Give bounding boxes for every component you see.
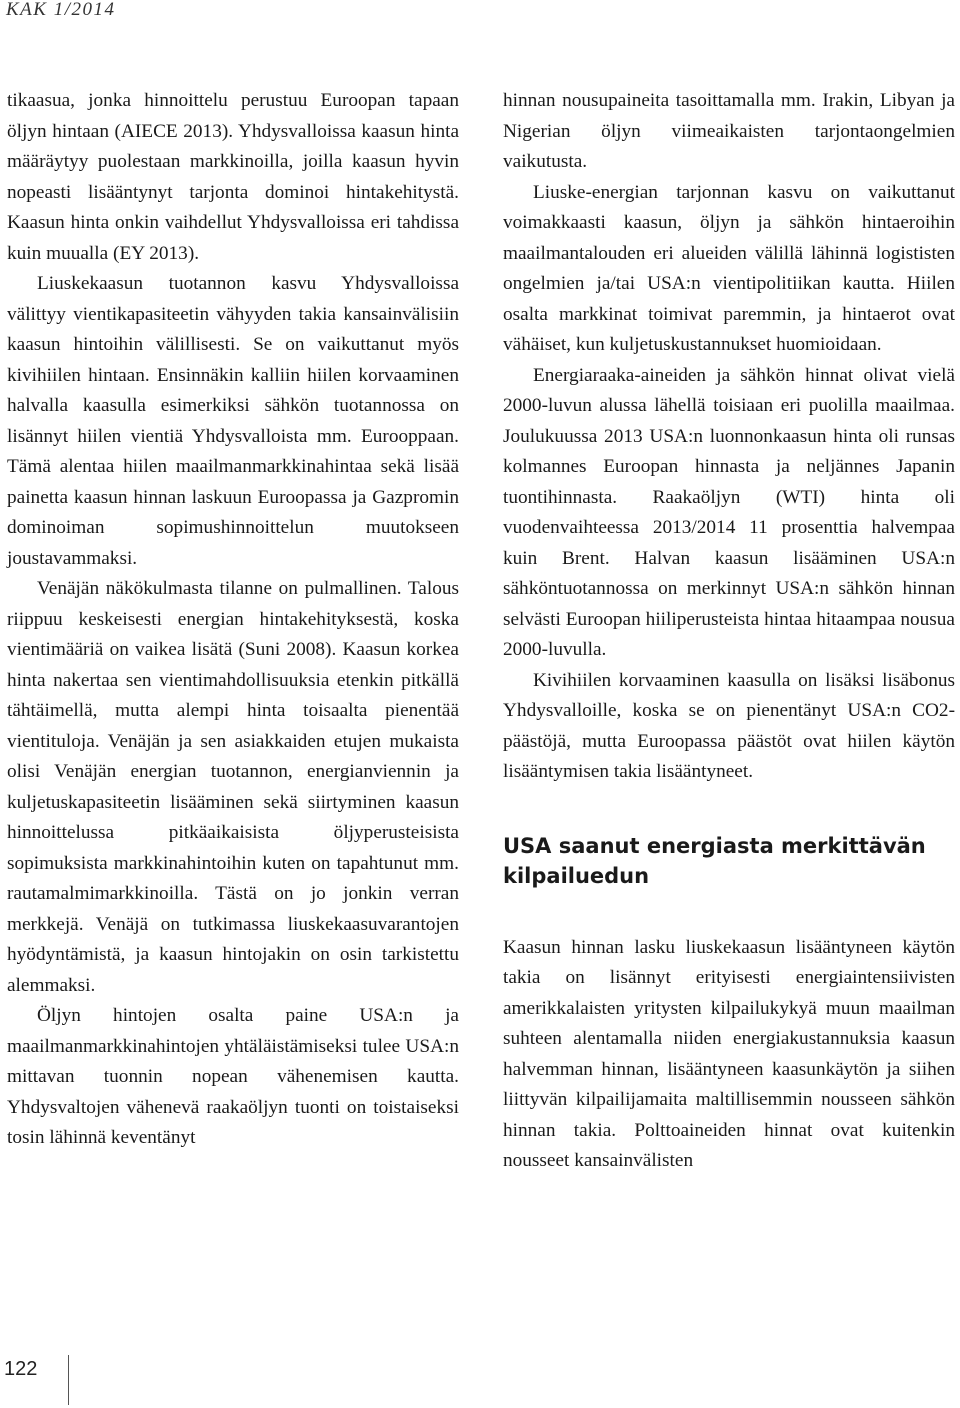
paragraph: tikaasua, jonka hinnoittelu perustuu Euroopan tapaan öljyn hintaan (AIECE 2013). Yhdysvalloissa kaasun hinta määräytyy puolestaan markkinoilla, joilla kaasun hyvin nopeasti lisääntynyt tarjonta dominoi hintakehitystä. Kaasun hinta onkin vaihdellut Yhdysvalloissa eri tahdissa kuin muualla (EY 2013). <box>7 90 459 264</box>
paragraph: Liuskekaasun tuotannon kasvu Yhdysvalloissa välittyy vientikapasiteetin vähyyden takia kansainvälisiin kaasun hintoihin välillisesti. Se on vaikuttanut myös kivihiilen hintaan. Ensinnäkin kalliin hiilen korvaaminen halvalla kaasulla esimerkiksi sähkön tuotannossa on lisännyt hiilen vientiä Yhdysvalloista mm. Eurooppaan. Tämä alentaa hiilen maailmanmarkkinahintaa sekä lisää painetta kaasun hinnan laskuun Euroopassa ja Gazpromin dominoiman sopimushinnoittelun muutokseen joustavammaksi. <box>7 273 459 569</box>
paragraph: Venäjän näkökulmasta tilanne on pulmallinen. Talous riippuu keskeisesti energian hintakehityksestä, koska vientimääriä on vaikea lisätä (Suni 2008). Kaasun korkea hinta nakertaa sen vientimahdollisuuksia etenkin pitkällä tähtäimellä, mutta alempi hinta toisaalta pienentää vientituloja. Venäjän ja sen asiakkaiden etujen mukaista olisi Venäjän energian tuotannon, energianviennin ja kuljetuskapasiteetin lisääminen sekä siirtyminen kaasun hinnoittelussa pitkäaikaisista öljyperusteisista sopimuksista markkinahintoihin kuten on tapahtunut mm. rautamalmimarkkinoilla. Tästä on jo jonkin verran merkkejä. Venäjä on tutkimassa liuskekaasuvarantojen hyödyntämistä, ja kaasun hintojakin on osin tarkistettu alemmaksi. <box>7 578 459 996</box>
paragraph: Öljyn hintojen osalta paine USA:n ja maailmanmarkkinahintojen yhtäläistämiseksi tulee USA:n mittavan tuonnin nopean vähenemisen kautta. Yhdysvaltojen vähenevä raakaöljyn tuonti on toistaiseksi tosin lähinnä keventänyt <box>7 1005 459 1148</box>
page-number: 122 <box>4 1358 38 1380</box>
footer-divider <box>68 1355 69 1405</box>
paragraph: hinnan nousupaineita tasoittamalla mm. Irakin, Libyan ja Nigerian öljyn viimeaikaisten tarjontaongelmien vaikutusta. <box>503 90 955 172</box>
paragraph: Liuske-energian tarjonnan kasvu on vaikuttanut voimakkaasti kaasun, öljyn ja sähkön hintaeroihin maailmantalouden eri alueiden välillä lähinnä logististen ongelmien ja/tai USA:n vientipolitiikan kautta. Hiilen osalta markkinat toimivat paremmin, ja hintaerot ovat vähäiset, kun kuljetuskustannukset huomioidaan. <box>503 181 955 355</box>
section-heading: USA saanut energiasta merkittävän kilpailuedun <box>503 833 926 888</box>
right-column <box>503 86 955 1177</box>
paragraph: Energiaraaka-aineiden ja sähkön hinnat olivat vielä 2000-luvun alussa lähellä toisiaan eri puolilla maailmaa. Joulukuussa 2013 USA:n luonnonkaasun hinta oli runsas kolmannes Euroopan hinnasta ja neljännes Japanin tuontihinnasta. Raakaöljyn (WTI) hinta oli vuodenvaihteessa 2013/2014 11 prosenttia halvempaa kuin Brent. Halvan kaasun lisääminen USA:n sähköntuotannossa on merkinnyt USA:n sähkön hinnan selvästi Euroopan hiiliperusteista hintaa hitaampaa nousua 2000-luvulla. <box>503 364 955 660</box>
paragraph: Kivihiilen korvaaminen kaasulla on lisäksi lisäbonus Yhdysvalloille, koska se on pienentänyt USA:n CO2-päästöjä, mutta Euroopassa päästöt ovat hiilen käytön lisääntymisen takia lisääntyneet. <box>503 669 955 782</box>
journal-header: KAK 1/2014 <box>6 0 116 20</box>
left-column <box>7 86 459 1154</box>
paragraph: Kaasun hinnan lasku liuskekaasun lisääntyneen käytön takia on lisännyt erityisesti energiaintensiivisten amerikkalaisten yritysten kilpailukykyä muun maailman suhteen alentamalla niiden energiakustannuksia kaasun halvemman hinnan, lisääntyneen kaasunkäytön ja siihen liittyvän kilpailijamaita maltillisemmin nousseen sähkön hinnan takia. Polttoaineiden hinnat ovat kuitenkin nousseet kansainvälisten <box>503 936 955 1171</box>
